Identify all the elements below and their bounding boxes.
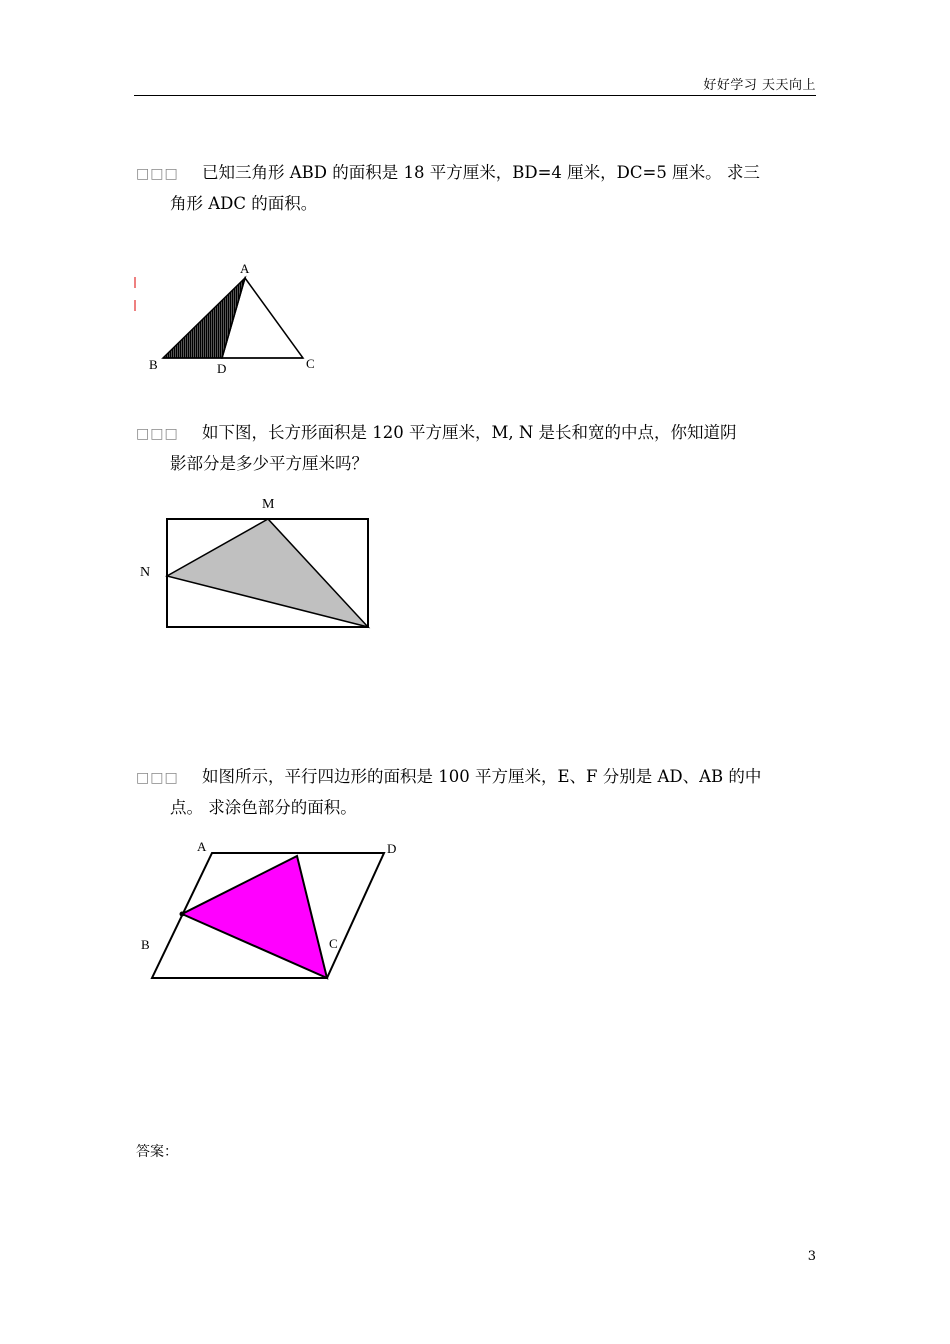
question-3 [136, 762, 818, 822]
label-d: D [387, 841, 397, 856]
point-marker [180, 912, 185, 917]
label-a: A [240, 261, 250, 276]
label-d: D [217, 361, 227, 376]
question-1-number: □□□ [136, 166, 179, 182]
parallelogram-figure [132, 836, 407, 986]
page-number: 3 [807, 1249, 816, 1264]
question-1-text-line1: 已知三角形 ABD 的面积是 18 平方厘米，BD=4 厘米，DC=5 厘米。 求三 [202, 163, 760, 182]
question-1-text-line2: 角形 ADC 的面积。 [170, 194, 318, 213]
label-c: C [306, 356, 315, 371]
header-divider [134, 95, 816, 96]
shaded-triangle [167, 519, 368, 627]
question-2-text-line1: 如下图，长方形面积是 120 平方厘米，M, N 是长和宽的中点，你知道阴 [202, 423, 737, 442]
question-2 [136, 418, 818, 478]
label-a: A [197, 839, 207, 854]
label-n: N [140, 565, 151, 580]
question-2-text-line2: 影部分是多少平方厘米吗？ [170, 454, 368, 473]
question-3-number: □□□ [136, 770, 179, 786]
shaded-triangle-abd [163, 278, 245, 358]
triangle-abd-figure [130, 255, 330, 380]
header-title: 好好学习 天天向上 [703, 78, 816, 93]
rectangle-mn-figure [134, 488, 379, 636]
label-b: B [141, 937, 150, 952]
shaded-triangle-magenta [182, 856, 327, 978]
question-2-number: □□□ [136, 426, 179, 442]
answer-label: 答案： [136, 1144, 178, 1160]
question-1 [136, 158, 818, 218]
label-m: M [262, 497, 275, 512]
question-3-text-line1: 如图所示，平行四边形的面积是 100 平方厘米，E、F 分别是 AD、AB 的中 [202, 767, 762, 786]
question-3-text-line2: 点。 求涂色部分的面积。 [170, 798, 357, 817]
label-c: C [329, 936, 338, 951]
label-b: B [149, 357, 158, 372]
